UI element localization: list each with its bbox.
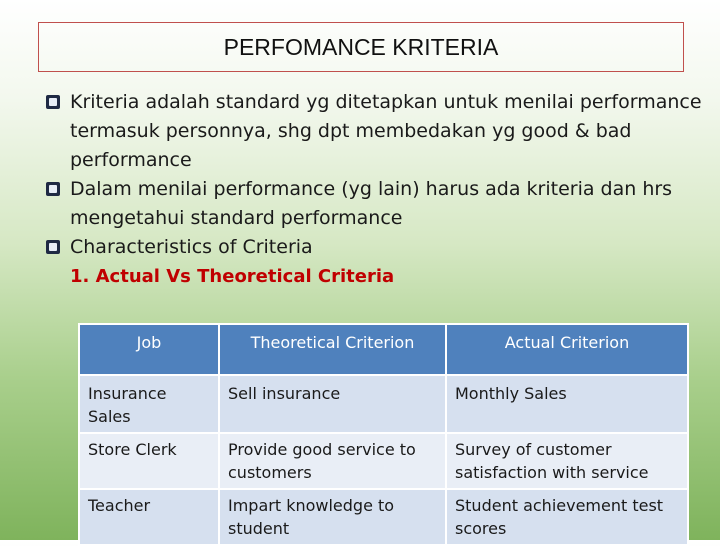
table-cell: Impart knowledge to student [219,489,446,545]
bullet-text: Kriteria adalah standard yg ditetapkan untuk menilai performance termasuk personnya, shg dpt membedakan yg good & bad performance [70,91,702,171]
table-cell: Monthly Sales [446,375,688,433]
table-row [79,433,688,489]
table-row [79,375,688,433]
subheading: 1. Actual Vs Theoretical Criteria [70,266,395,287]
bullet-text: Dalam menilai performance (yg lain) harus ada kriteria dan hrs mengetahui standard performance [70,178,673,229]
table-cell: Sell insurance [219,375,446,433]
table-cell: Teacher [79,489,219,545]
column-header-job: Job [79,324,219,375]
table-cell: Provide good service to customers [219,433,446,489]
checkbox-bullet-icon [46,240,60,254]
bullet-text: Characteristics of Criteria [70,236,313,258]
column-header-actual: Actual Criterion [446,324,688,375]
table-header-row [79,324,688,375]
bullet-item [46,88,706,175]
slide-title: PERFOMANCE KRITERIA [38,22,684,72]
table-cell: Insurance Sales [79,375,219,433]
table-cell: Store Clerk [79,433,219,489]
table-row [79,489,688,545]
table-cell: Survey of customer satisfaction with service [446,433,688,489]
criteria-table [78,323,689,546]
table-cell: Student achievement test scores [446,489,688,545]
bullet-item [46,175,706,233]
bullet-list [46,88,706,292]
checkbox-bullet-icon [46,95,60,109]
checkbox-bullet-icon [46,182,60,196]
bullet-item [46,233,706,262]
column-header-theoretical: Theoretical Criterion [219,324,446,375]
